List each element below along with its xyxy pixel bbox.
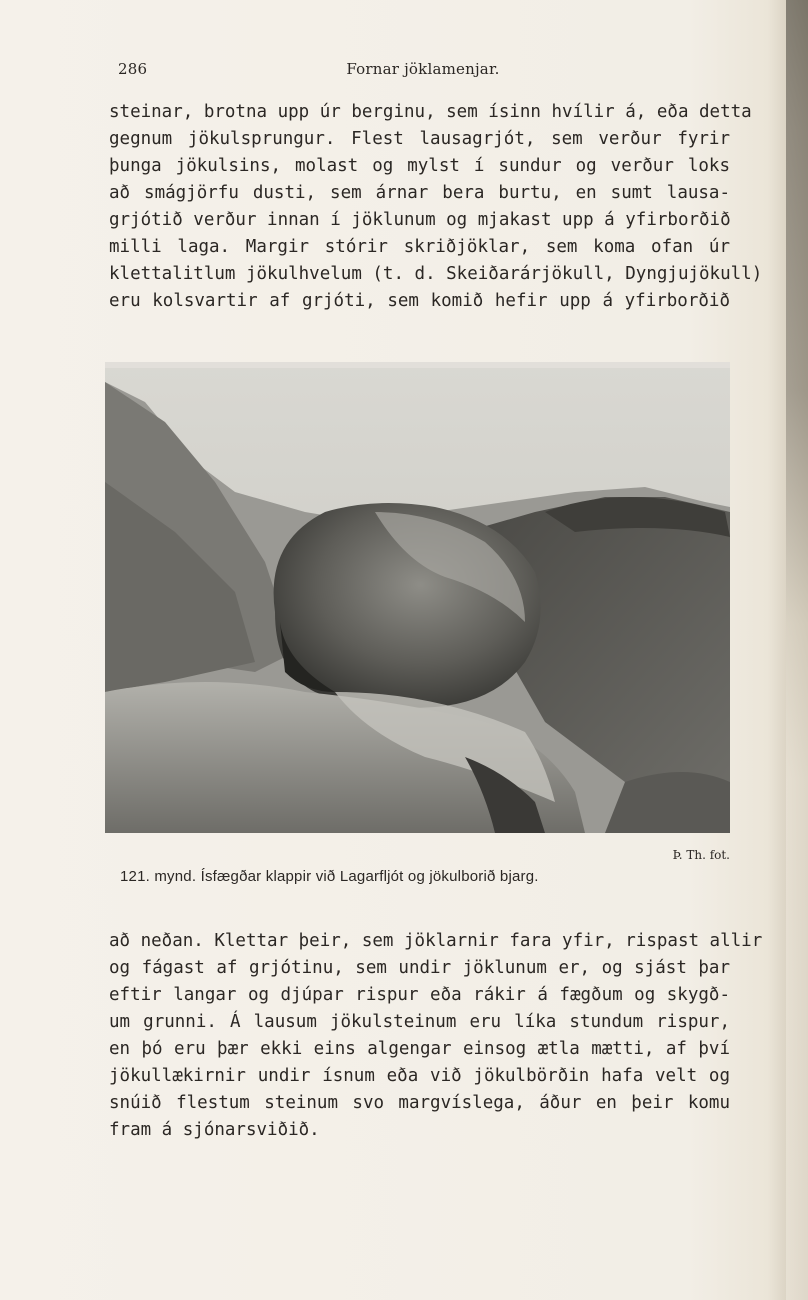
text-line: að smágjörfu dusti, sem árnar bera burtu, en sumt lausa-	[109, 183, 730, 203]
photograph-glacial-boulder	[105, 362, 730, 833]
running-title: Fornar jöklamenjar.	[346, 60, 500, 78]
text-line: milli laga. Margir stórir skriðjöklar, sem koma ofan úr	[109, 237, 730, 257]
text-line: klettalitlum jökulhvelum (t. d. Skeiðarárjökull, Dyngjujökull)	[109, 264, 763, 284]
photo-credit: Þ. Th. fot.	[672, 848, 730, 862]
text-line: eru kolsvartir af grjóti, sem komið hefir upp á yfirborðið	[109, 291, 730, 311]
text-line: snúið flestum steinum svo margvíslega, áður en þeir komu	[109, 1093, 730, 1113]
text-line: eftir langar og djúpar rispur eða rákir á fægðum og skygð-	[109, 985, 730, 1005]
figure-caption: 121. mynd. Ísfægðar klappir við Lagarfljót og jökulborið bjarg.	[120, 868, 539, 885]
text-line: fram á sjónarsviðið.	[109, 1120, 320, 1140]
text-line: steinar, brotna upp úr berginu, sem ísinn hvílir á, eða detta	[109, 102, 752, 122]
paragraph-top	[109, 99, 763, 315]
text-line: að neðan. Klettar þeir, sem jöklarnir fara yfir, rispast allir	[109, 931, 763, 951]
page-header	[118, 60, 728, 84]
text-line: en þó eru þær ekki eins algengar einsog ætla mætti, af því	[109, 1039, 730, 1059]
text-line: um grunni. Á lausum jökulsteinum eru líka stundum rispur,	[109, 1012, 730, 1032]
text-line: grjótið verður innan í jöklunum og mjakast upp á yfirborðið	[109, 210, 731, 230]
text-line: þunga jökulsins, molast og mylst í sundur og verður loks	[109, 156, 730, 176]
page-edge-shadow	[786, 0, 808, 1300]
text-line: og fágast af grjótinu, sem undir jöklunum er, og sjást þar	[109, 958, 730, 978]
text-line: gegnum jökulsprungur. Flest lausagrjót, sem verður fyrir	[109, 129, 730, 149]
text-line: jökullækirnir undir ísnum eða við jökulbörðin hafa velt og	[109, 1066, 730, 1086]
photo-image	[105, 362, 730, 833]
paragraph-bottom	[109, 928, 763, 1144]
page-number: 286	[118, 60, 148, 78]
